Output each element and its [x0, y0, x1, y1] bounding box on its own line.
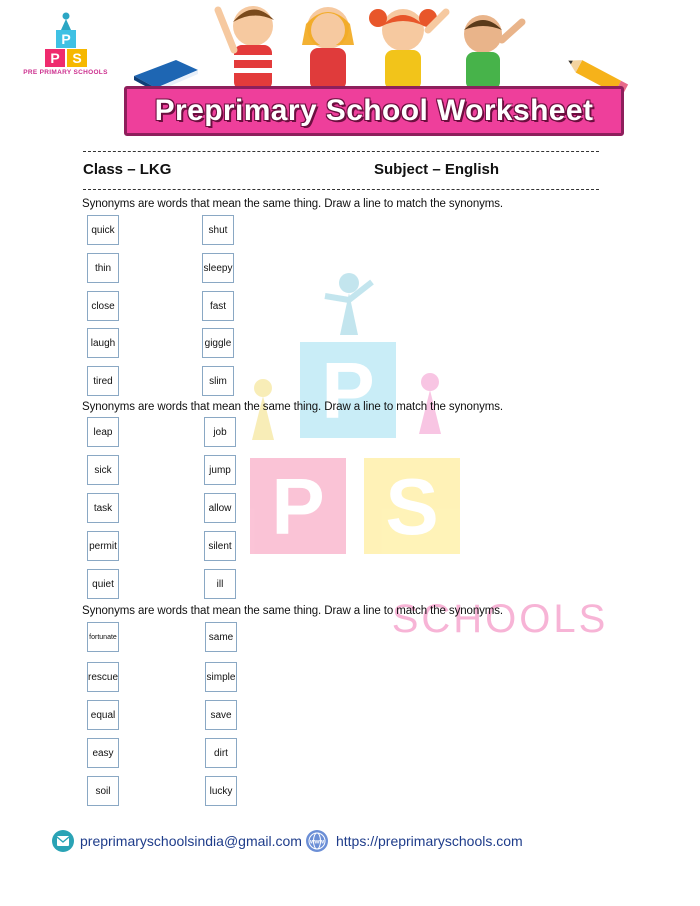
svg-text:P: P — [50, 50, 60, 66]
school-logo — [18, 12, 113, 82]
exercise-2-right-word[interactable]: allow — [204, 493, 236, 523]
dashed-divider — [83, 151, 599, 152]
watermark-text: SCHOOLS — [391, 597, 609, 641]
exercise-2-right-word[interactable]: job — [204, 417, 236, 447]
watermark-letter-1: P — [321, 346, 375, 435]
exercise-1-right-word[interactable]: sleepy — [202, 253, 234, 283]
logo-text: PRE PRIMARY SCHOOLS — [23, 69, 108, 76]
exercise-1-left-word[interactable]: close — [87, 291, 119, 321]
globe-icon — [306, 830, 328, 852]
exercise-3-left-word[interactable]: equal — [87, 700, 119, 730]
exercise-3-right-word[interactable]: save — [205, 700, 237, 730]
subject-label: Subject – English — [374, 161, 500, 178]
exercise-2-left-word[interactable]: quiet — [87, 569, 119, 599]
exercise-3-left-word[interactable]: soil — [87, 776, 119, 806]
footer-email-link[interactable]: preprimaryschoolsindia@gmail.com — [80, 833, 302, 849]
email-icon — [52, 830, 74, 852]
exercise-2-instruction: Synonyms are words that mean the same thing. Draw a line to match the synonyms. — [82, 401, 503, 413]
dashed-divider — [83, 189, 599, 190]
exercise-2-right-word[interactable]: jump — [204, 455, 236, 485]
exercise-3-right-word[interactable]: simple — [205, 662, 237, 692]
svg-text:P: P — [61, 31, 71, 47]
watermark-letter-3: S — [385, 462, 439, 551]
exercise-3-right-word[interactable]: dirt — [205, 738, 237, 768]
exercise-1-right-word[interactable]: slim — [202, 366, 234, 396]
footer-website-link[interactable]: https://preprimaryschools.com — [335, 833, 523, 849]
exercise-1-right-word[interactable]: shut — [202, 215, 234, 245]
logo-blocks-icon — [36, 12, 96, 70]
exercise-2-left-word[interactable]: task — [87, 493, 119, 523]
exercise-1-right-word[interactable]: giggle — [202, 328, 234, 358]
exercise-1-left-word[interactable]: laugh — [87, 328, 119, 358]
exercise-2-left-word[interactable]: sick — [87, 455, 119, 485]
svg-text:www: www — [309, 839, 324, 846]
exercise-1-left-word[interactable]: tired — [87, 366, 119, 396]
exercise-3-right-word[interactable]: same — [205, 622, 237, 652]
exercise-2-right-word[interactable]: silent — [204, 531, 236, 561]
worksheet-title: Preprimary School Worksheet — [154, 94, 594, 127]
footer-contact — [52, 829, 523, 853]
exercise-1-instruction: Synonyms are words that mean the same thing. Draw a line to match the synonyms. — [82, 198, 503, 210]
exercise-3-left-word[interactable]: easy — [87, 738, 119, 768]
exercise-3-right-word[interactable]: lucky — [205, 776, 237, 806]
exercise-3-left-word[interactable]: rescue — [87, 662, 119, 692]
exercise-2-right-word[interactable]: ill — [204, 569, 236, 599]
exercise-3-instruction: Synonyms are words that mean the same thing. Draw a line to match the synonyms. — [82, 605, 503, 617]
exercise-1-left-word[interactable]: thin — [87, 253, 119, 283]
exercise-2-left-word[interactable]: leap — [87, 417, 119, 447]
exercise-1-right-word[interactable]: fast — [202, 291, 234, 321]
exercise-3-left-word[interactable]: fortunate — [87, 622, 119, 652]
watermark-letter-2: P — [271, 462, 325, 551]
exercise-1-left-word[interactable]: quick — [87, 215, 119, 245]
svg-text:S: S — [72, 50, 82, 66]
worksheet-banner — [124, 86, 624, 136]
exercise-2-left-word[interactable]: permit — [87, 531, 119, 561]
class-label: Class – LKG — [83, 161, 172, 178]
